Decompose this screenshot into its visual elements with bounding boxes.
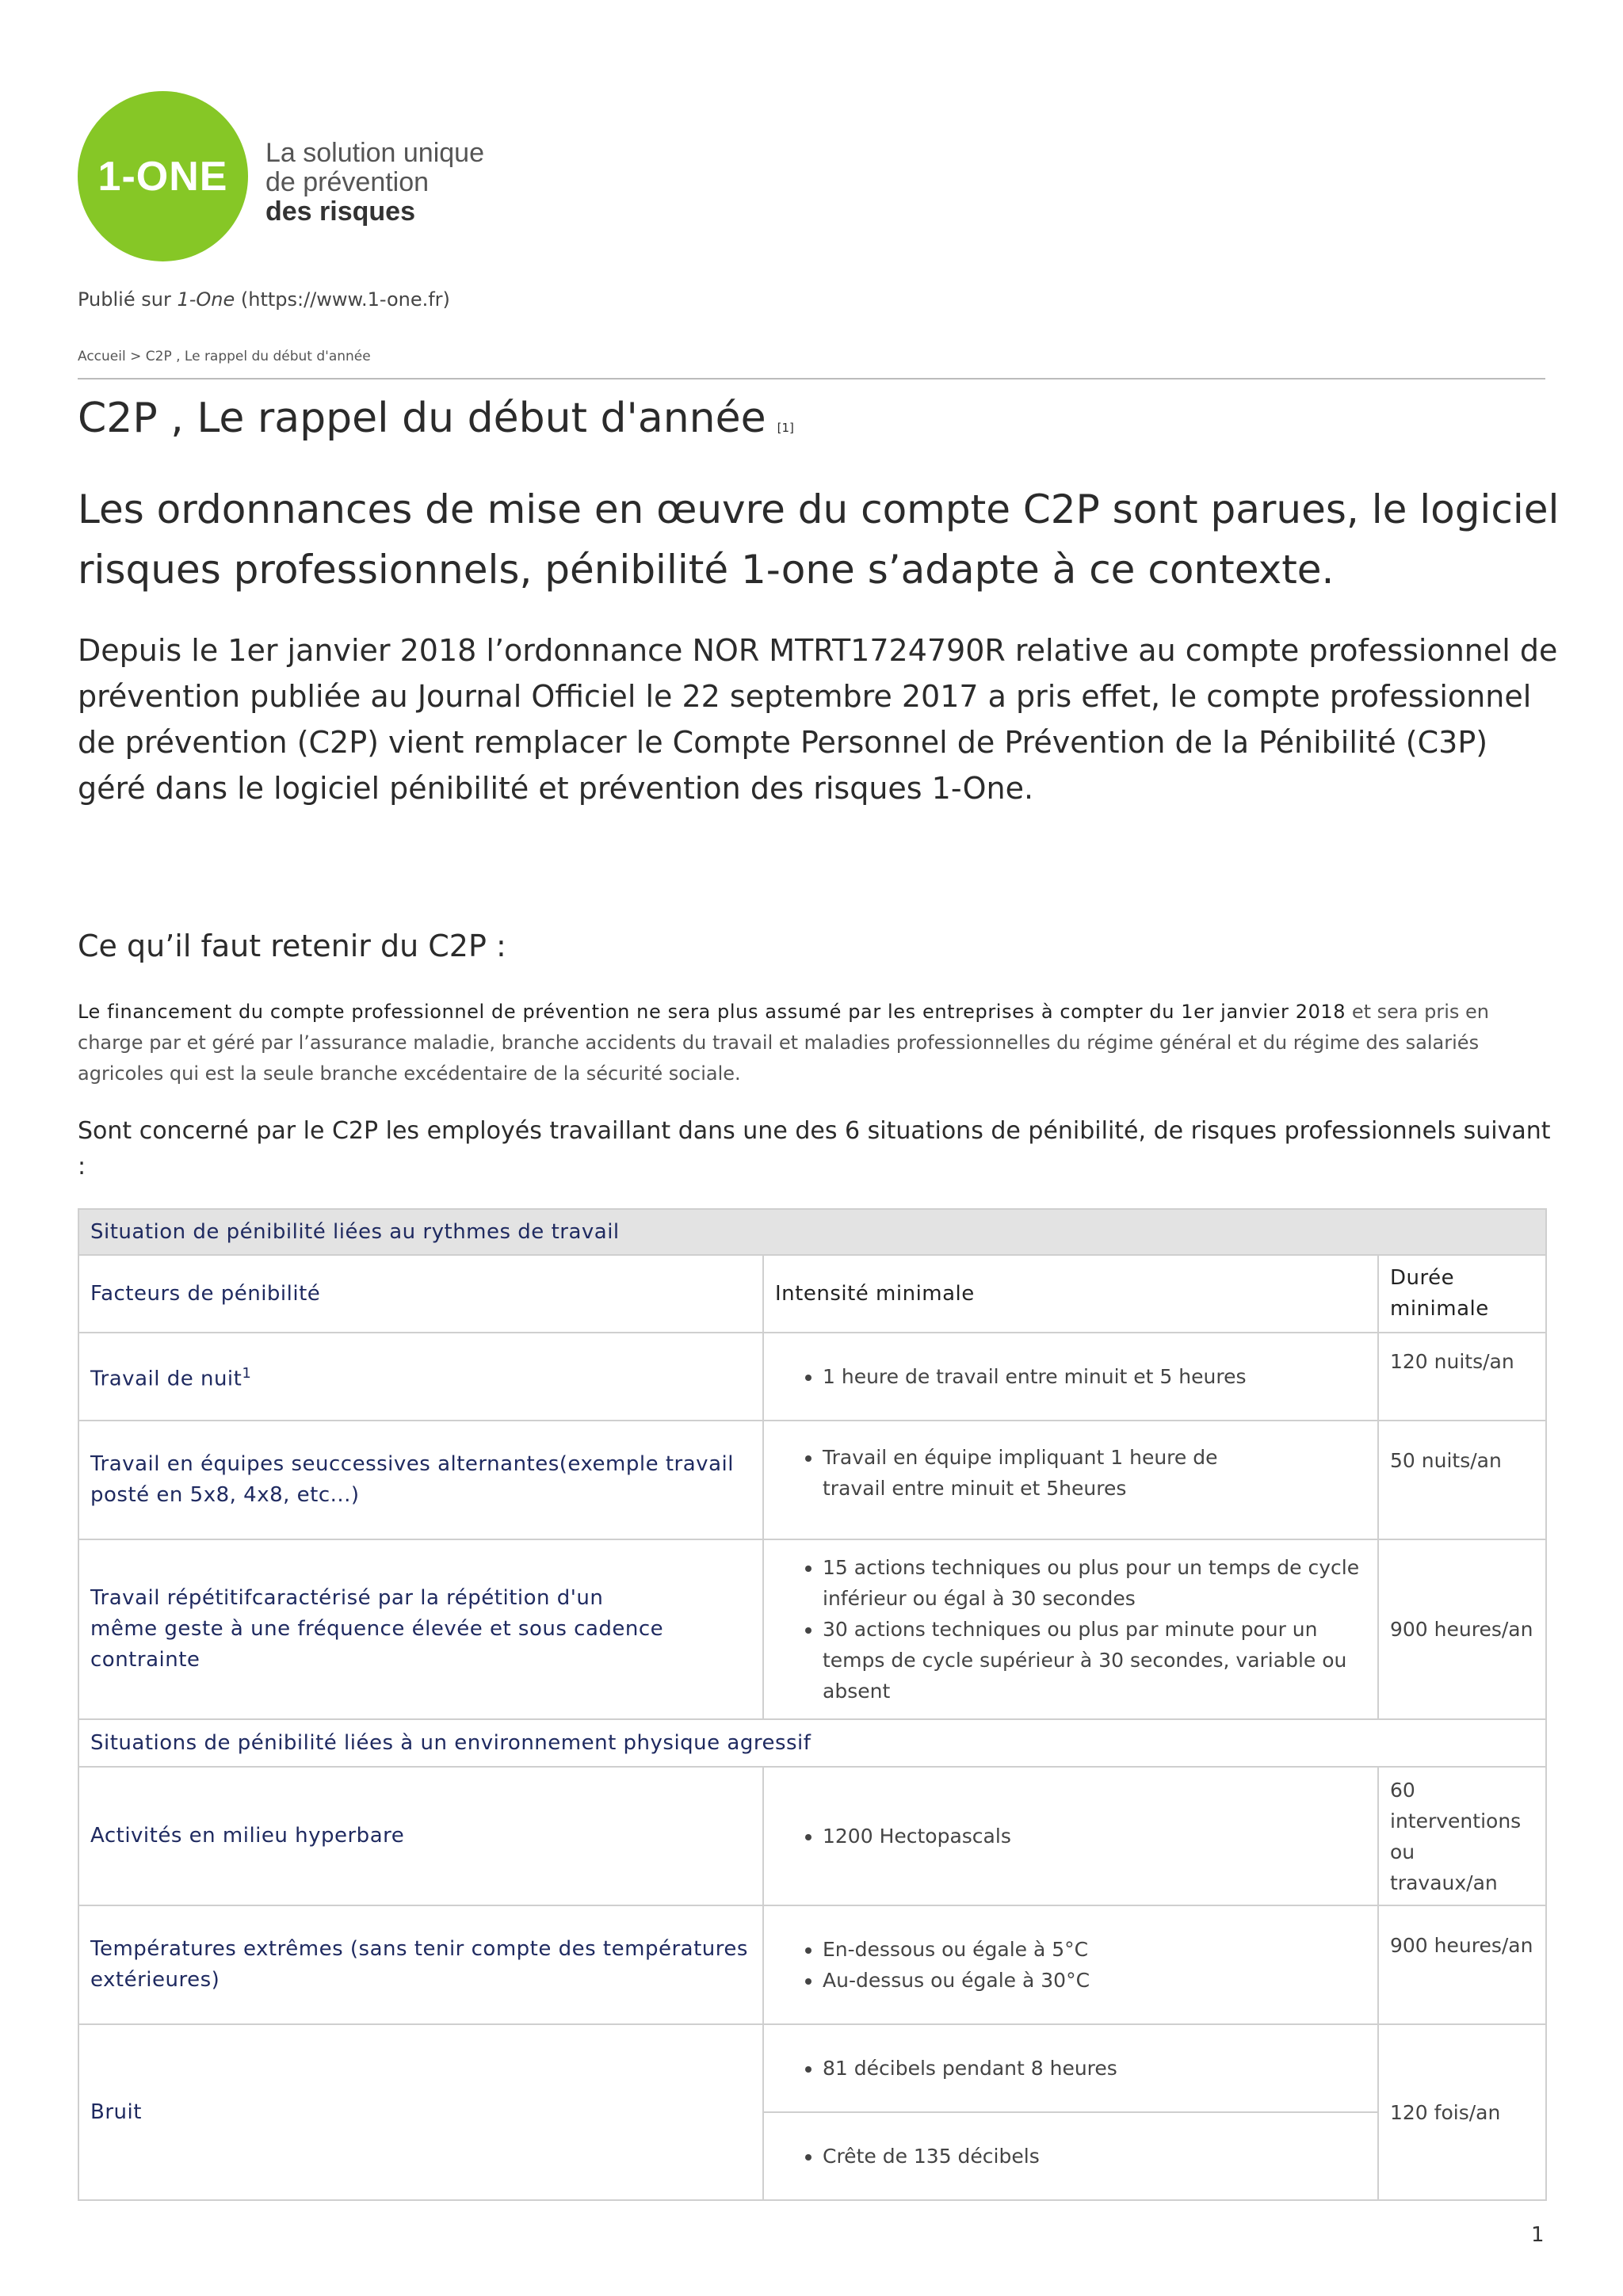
duration-cell: 60 interventions ou travaux/an [1378, 1767, 1546, 1905]
table-row [78, 2024, 1546, 2112]
intensity-cell: • En-dessous ou égale à 5°C • Au-dessus ou égale à 30°C [763, 1905, 1378, 2024]
duration-cell: 50 nuits/an [1378, 1421, 1546, 1539]
factor-cell: Activités en milieu hyperbare [78, 1767, 763, 1905]
table-row [78, 1539, 1546, 1719]
section-title: Situations de pénibilité liées à un environnement physique agressif [78, 1719, 1546, 1767]
table-section-row [78, 1719, 1546, 1767]
intensity-cell: • Crête de 135 décibels [763, 2112, 1378, 2200]
section-heading: Ce qu’il faut retenir du C2P : [78, 929, 506, 963]
intensity-cell: • 1200 Hectopascals [763, 1767, 1378, 1905]
breadcrumb[interactable]: Accueil > C2P , Le rappel du début d'année [78, 349, 371, 364]
duration-cell: 900 heures/an [1378, 1539, 1546, 1719]
headline: Les ordonnances de mise en œuvre du compte C2P sont parues, le logiciel risques professionnels, pénibilité 1-one s’adapte à ce contexte. [78, 486, 1560, 593]
title-ref-link[interactable]: [1] [777, 421, 794, 435]
intensity-cell: • 15 actions techniques ou plus pour un temps de cycle inférieur ou égal à 30 secondes • 30 actions techniques ou plus par minute pour un temps de cycle supérieur à 30 secondes, variable ou absent [763, 1539, 1378, 1719]
financing-paragraph: Le financement du compte professionnel de prévention ne sera plus assumé par les entreprises à compter du 1er janvier 2018 et sera pris en charge par et géré par l’assurance maladie, branche accidents du travail et maladies professionnelles du régime général et du régime des salariés agricoles qui est la seule branche excédentaire de la sécurité sociale. [78, 1001, 1489, 1085]
logo-text: 1-ONE [97, 153, 228, 200]
table-row [78, 1421, 1546, 1539]
factor-cell: Travail répétitifcaractérisé par la répétition d'un même geste à une fréquence élevée et sous cadence contrainte [78, 1539, 763, 1719]
penibility-table [78, 1208, 1547, 2201]
header-duration: Durée minimale [1378, 1255, 1546, 1333]
duration-cell: 120 fois/an [1378, 2024, 1546, 2200]
table-row [78, 1333, 1546, 1421]
header-intensity: Intensité minimale [763, 1255, 1378, 1333]
duration-cell: 900 heures/an [1378, 1905, 1546, 2024]
page-number: 1 [1531, 2223, 1545, 2247]
logo [78, 91, 248, 261]
divider [78, 378, 1545, 379]
logo-tagline [265, 139, 484, 227]
tagline-line-3: des risques [265, 196, 415, 227]
table-header-row [78, 1255, 1546, 1333]
section-title: Situation de pénibilité liées au rythmes de travail [78, 1209, 1546, 1255]
intro-paragraph: Depuis le 1er janvier 2018 l’ordonnance NOR MTRT1724790R relative au compte professionnel de prévention publiée au Journal Officiel le 22 septembre 2017 a pris effet, le compte professionnel de prévention (C2P) vient remplacer le Compte Personnel de Prévention de la Pénibilité (C3P) géré dans le logiciel pénibilité et prévention des risques 1-One. [78, 633, 1558, 806]
intensity-cell: • 81 décibels pendant 8 heures [763, 2024, 1378, 2112]
factor-cell: Températures extrêmes (sans tenir compte des températures extérieures) [78, 1905, 763, 2024]
intensity-cell: • Travail en équipe impliquant 1 heure de travail entre minuit et 5heures [763, 1421, 1378, 1539]
factor-cell: Travail de nuit$^1$ [78, 1333, 763, 1421]
table-row [78, 1905, 1546, 2024]
header-factor: Facteurs de pénibilité [78, 1255, 763, 1333]
tagline-line-2: de prévention [265, 167, 430, 197]
site-link[interactable]: 1-One [177, 288, 235, 311]
page-title: C2P , Le rappel du début d'année [1] [78, 395, 794, 442]
intensity-cell: • 1 heure de travail entre minuit et 5 heures [763, 1333, 1378, 1421]
factor-cell: Bruit [78, 2024, 763, 2200]
table-row [78, 1767, 1546, 1905]
table-section-row [78, 1209, 1546, 1255]
published-line: Publié sur 1-One (https://www.1-one.fr) [78, 288, 450, 311]
tagline-line-1: La solution unique [265, 138, 485, 168]
concerned-paragraph: Sont concerné par le C2P les employés travaillant dans une des 6 situations de pénibilité, de risques professionnels suivant : [78, 1117, 1551, 1180]
duration-cell: 120 nuits/an [1378, 1333, 1546, 1421]
factor-cell: Travail en équipes seuccessives alternantes(exemple travail posté en 5x8, 4x8, etc...) [78, 1421, 763, 1539]
